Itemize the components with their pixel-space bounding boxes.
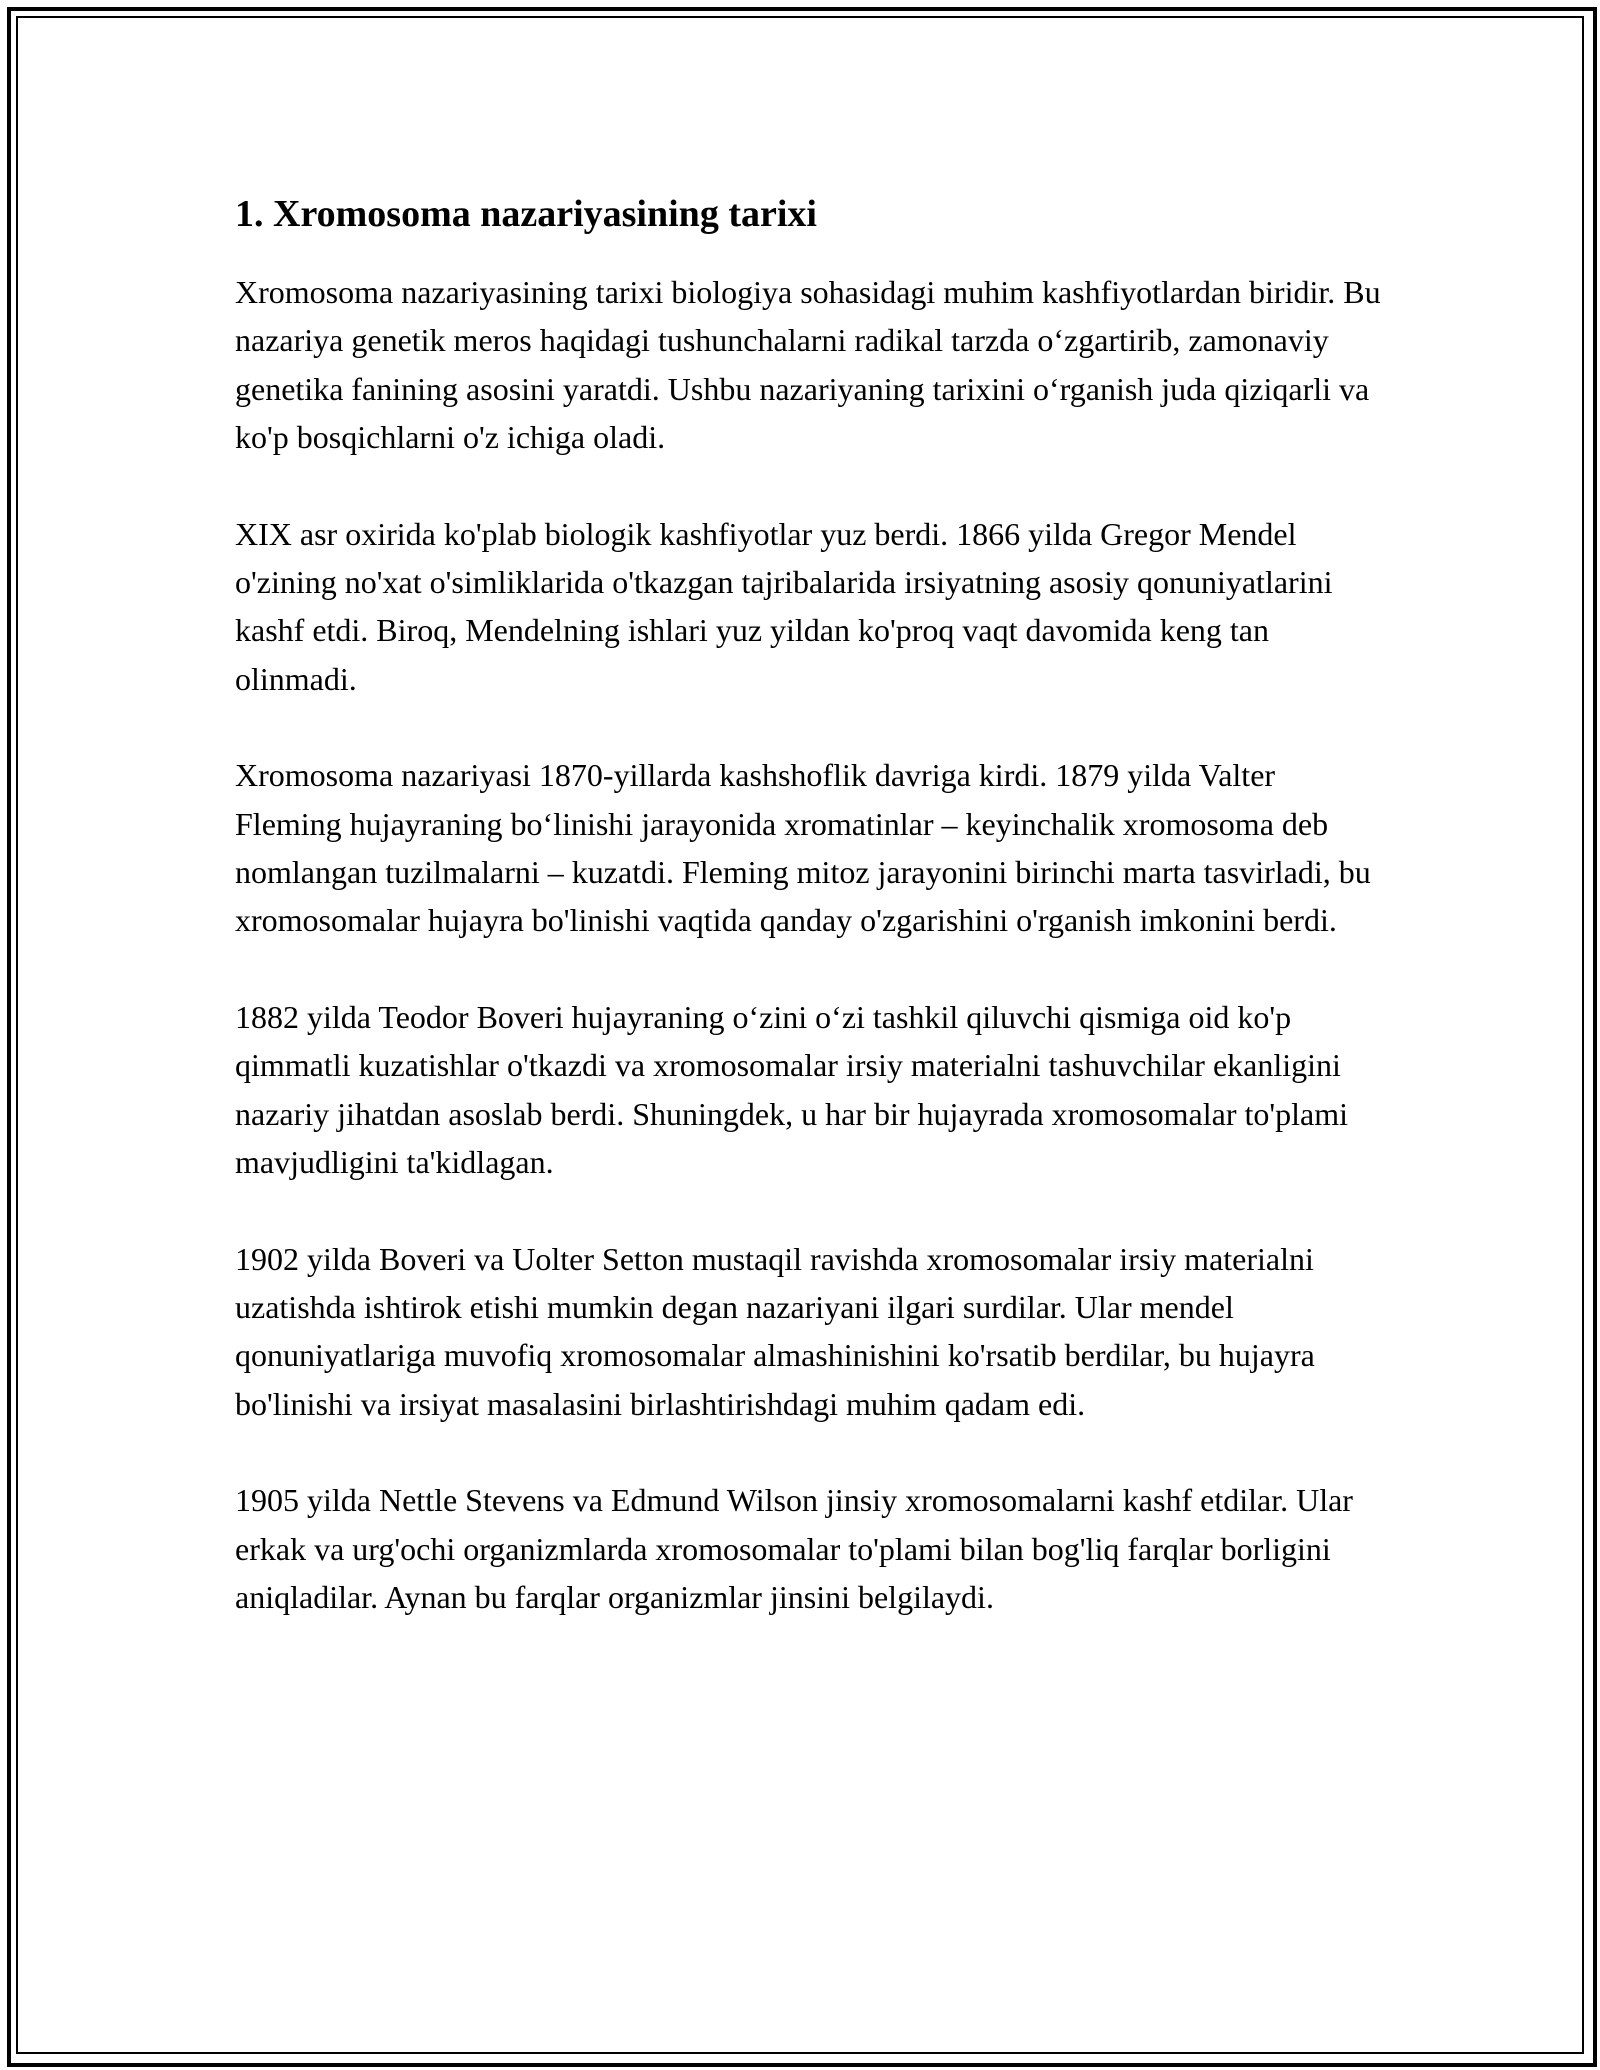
document-body bbox=[235, 186, 1385, 1669]
paragraph-sutton: 1902 yilda Boveri va Uolter Setton mustaqil ravishda xromosomalar irsiy materialni uzatishda ishtirok etishi mumkin degan nazariyani ilgari surdilar. Ular mendel qonuniyatlariga muvofiq xromosomalar almashinishini ko'rsatib berdilar, bu hujayra bo'linishi va irsiyat masalasini birlashtirishdagi muhim qadam edi. bbox=[235, 1240, 1315, 1422]
section-heading: 1. Xromosoma nazariyasining tarixi bbox=[235, 193, 817, 235]
paragraph-boveri: 1882 yilda Teodor Boveri hujayraning o‘zini o‘zi tashkil qiluvchi qismiga oid ko'p qimmatli kuzatishlar o'tkazdi va xromosomalar irsiy materialni tashuvchilar ekanligini nazariy jihatdan asoslab berdi. Shuningdek, u har bir hujayrada xromosomalar to'plami mavjudligini ta'kidlagan. bbox=[235, 998, 1349, 1181]
paragraph-intro: Xromosoma nazariyasining tarixi biologiya sohasidagi muhim kashfiyotlardan biridir. Bu nazariya genetik meros haqidagi tushunchalarni radikal tarzda o‘zgartirib, zamonaviy genetika fanining asosini yaratdi. Ushbu nazariyaning tarixini o‘rganish juda qiziqarli va ko'p bosqichlarni o'z ichiga oladi. bbox=[235, 274, 1381, 456]
paragraph-stevens-wilson: 1905 yilda Nettle Stevens va Edmund Wilson jinsiy xromosomalarni kashf etdilar. Ular erkak va urg'ochi organizmlarda xromosomalar to'plami bilan bog'liq farqlar borligini aniqladilar. Aynan bu farqlar organizmlar jinsini belgilaydi. bbox=[235, 1482, 1353, 1615]
paragraph-fleming: Xromosoma nazariyasi 1870-yillarda kashshoflik davriga kirdi. 1879 yilda Valter Fleming hujayraning bo‘linishi jarayonida xromatinlar – keyinchalik xromosoma deb nomlangan tuzilmalarni – kuzatdi. Fleming mitoz jarayonini birinchi marta tasvirladi, bu xromosomalar hujayra bo'linishi vaqtida qanday o'zgarishini o'rganish imkonini berdi. bbox=[235, 757, 1371, 939]
paragraph-mendel: XIX asr oxirida ko'plab biologik kashfiyotlar yuz berdi. 1866 yilda Gregor Mendel o'zining no'xat o'simliklarida o'tkazgan tajribalarida irsiyatning asosiy qonuniyatlarini kashf etdi. Biroq, Mendelning ishlari yuz yildan ko'proq vaqt davomida keng tan olinmadi. bbox=[235, 515, 1333, 697]
